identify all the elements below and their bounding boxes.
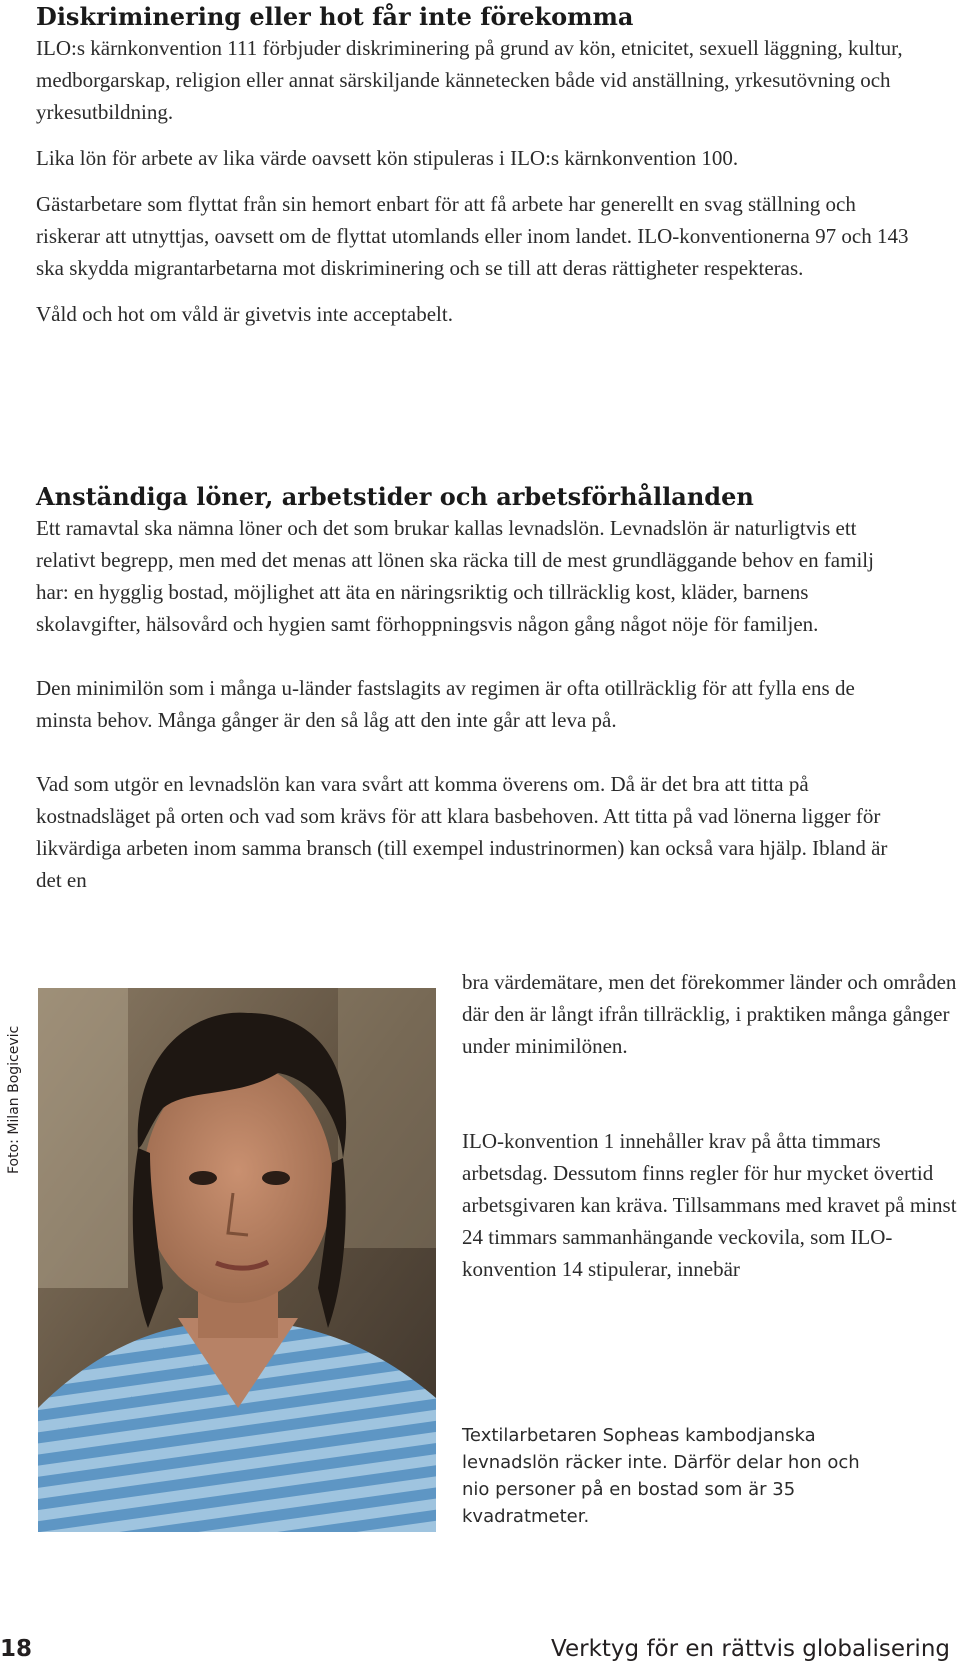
section-heading: Diskriminering eller hot får inte förekomma <box>36 2 634 31</box>
running-title: Verktyg för en rättvis globalisering <box>551 1636 950 1662</box>
paragraph: Våld och hot om våld är givetvis inte acceptabelt. <box>36 302 453 326</box>
page-number: 18 <box>0 1636 33 1662</box>
photo-credit: Foto: Milan Bogicevic <box>6 1025 22 1174</box>
paragraph: Den minimilön som i många u-länder fastslagits av regimen är ofta otillräcklig för att fylla ens de minsta behov. Många gånger är den så låg att den inte går att leva på. <box>36 676 855 732</box>
paragraph: Vad som utgör en levnadslön kan vara svårt att komma överens om. Då är det bra att titta på kostnadsläget på orten och vad som krävs för att klara basbehoven. Att titta på vad lönerna ligger för likvärdiga arbeten inom samma bransch (till exempel industrinormen) kan också vara hjälp. Ibland är det en <box>36 772 888 892</box>
paragraph: Gästarbetare som flyttat från sin hemort enbart för att få arbete har generellt en svag ställning och riskerar att utnyttjas, oavsett om de flyttat utomlands eller inom landet. ILO-konventionerna 97 och 143 ska skydda migrantarbetarna mot diskriminering och se till att deras rättigheter respekteras. <box>36 192 909 280</box>
photo-textile-worker <box>38 988 436 1532</box>
section-heading: Anständiga löner, arbetstider och arbetsförhållanden <box>36 482 754 511</box>
paragraph: bra värdemätare, men det förekommer länder och områden där den är långt ifrån tillräcklig, i praktiken många gånger under minimilönen. <box>462 970 957 1058</box>
paragraph: Lika lön för arbete av lika värde oavsett kön stipuleras i ILO:s kärnkonvention 100. <box>36 146 739 170</box>
paragraph: Ett ramavtal ska nämna löner och det som brukar kallas levnadslön. Levnadslön är naturligtvis ett relativt begrepp, men med det menas att lönen ska räcka till de mest grundläggande behov en familj har: en hygglig bostad, möjlighet att äta en näringsriktig och tillräcklig kost, kläder, barnens skolavgifter, hälsovård och hygien samt förhoppningsvis någon gång något nöje för familjen. <box>36 516 874 636</box>
wrap-column-lower <box>462 1125 960 1285</box>
section-wages <box>36 482 910 896</box>
paragraph: ILO-konvention 1 innehåller krav på åtta timmars arbetsdag. Dessutom finns regler för hur mycket övertid arbetsgivaren kan kräva. Tillsammans med kravet på minst 24 timmars sammanhängande veckovila, som ILO-konvention 14 stipulerar, innebär <box>462 1129 957 1281</box>
section-discrimination <box>36 0 910 330</box>
paragraph: ILO:s kärnkonvention 111 förbjuder diskriminering på grund av kön, etnicitet, sexuell läggning, kultur, medborgarskap, religion eller annat särskiljande kännetecken både vid anställning, yrkesutövning och yrkesutbildning. <box>36 36 903 124</box>
wrap-column-upper <box>462 966 960 1062</box>
photo-caption: Textilarbetaren Sopheas kambodjanska levnadslön räcker inte. Därför delar hon och nio personer på en bostad som är 35 kvadratmeter. <box>462 1425 860 1527</box>
